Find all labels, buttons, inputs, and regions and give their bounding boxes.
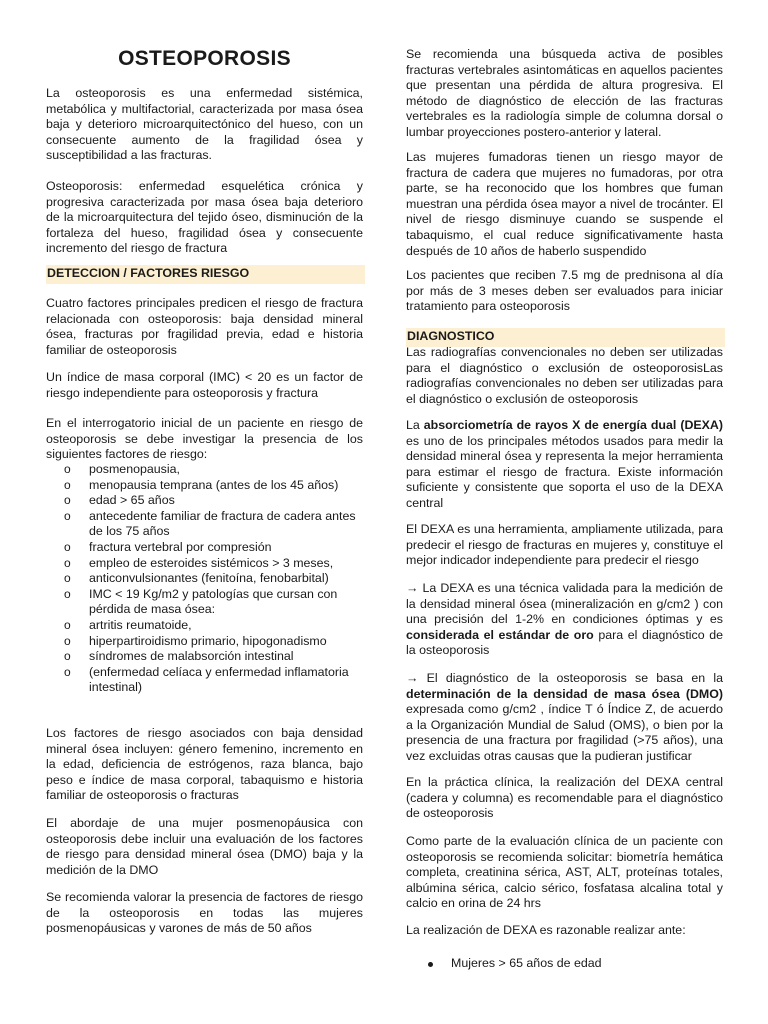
list-item: o artritis reumatoide,: [46, 618, 363, 634]
list-item: o síndromes de malabsorción intestinal: [46, 649, 363, 665]
list-item: o menopausia temprana (antes de los 45 años): [46, 478, 363, 494]
page-title: OSTEOPOROSIS: [118, 47, 291, 70]
clinical-practice-paragraph: En la práctica clínica, la realización del DEXA central (cadera y columna) es recomendable para el diagnóstico de osteoporosis: [406, 775, 723, 821]
prednisone-paragraph: Los pacientes que reciben 7.5 mg de prednisona al día por más de 3 meses deben ser evaluados para iniciar tratamiento para osteoporosis: [406, 268, 723, 314]
definition-paragraph: La osteoporosis es una enfermedad sistémica, metabólica y multifactorial, caracterizada por masa ósea baja y deterioro microarquitectónico del hueso, con un consecuente aumento de la fragilidad ósea y susceptibilidad a las fracturas.: [46, 86, 363, 163]
section-header-deteccion: DETECCION / FACTORES RIESGO: [46, 265, 365, 284]
vertebral-paragraph: Se recomienda una búsqueda activa de posibles fracturas vertebrales asintomáticas en aquellos pacientes que presentan una pérdida de altura progresiva. El método de diagnóstico de elección de las fracturas vertebrales es la radiología simple de columna dorsal o lumbar proyecciones postero-anterior y lateral.: [406, 47, 723, 139]
smoking-paragraph: Las mujeres fumadoras tienen un riesgo mayor de fractura de cadera que mujeres no fumadoras, por otra parte, se ha reconocido que los hombres que fuman muestran una pérdida ósea mayor a nivel de trocánter. El nivel de riesgo disminuye cuando se suspende el tabaquismo, el cual reduce significativamente hasta después de 10 años de haberlo suspendido: [406, 150, 723, 258]
dexa-indications-paragraph: La realización de DEXA es razonable realizar ante:: [406, 923, 686, 937]
risk-paragraph-5: El abordaje de una mujer posmenopáusica con osteoporosis debe incluir una evaluación de los factores de riesgo para densidad mineral ósea (DMO) baja y la medición de la DMO: [46, 816, 363, 877]
list-item: o (enfermedad celíaca y enfermedad inflamatoria intestinal): [46, 665, 363, 696]
dexa-validated-paragraph: → La DEXA es una técnica validada para la medición de la densidad mineral ósea (mineralización en g/cm2 ) con una precisión del 1-2% en condiciones óptimas y es considerada el estándar de oro para el diagnóstico de la osteoporosis: [406, 581, 724, 658]
list-item: o antecedente familiar de fractura de cadera antes de los 75 años: [46, 509, 363, 540]
list-item: o posmenopausia,: [46, 462, 363, 478]
list-item: o fractura vertebral por compresión: [46, 540, 363, 556]
risk-paragraph-3: En el interrogatorio inicial de un paciente en riesgo de osteoporosis se debe investigar la presencia de los siguientes factores de riesgo:: [46, 416, 363, 462]
list-item: o edad > 65 años: [46, 493, 363, 509]
list-item: Mujeres > 65 años de edad: [406, 956, 723, 972]
risk-paragraph-1: Cuatro factores principales predicen el riesgo de fractura relacionada con osteoporosis: baja densidad mineral ósea, fracturas por fragilidad previa, edad e historia familiar de osteoporosis: [46, 296, 363, 357]
dmo-diagnosis-paragraph: → El diagnóstico de la osteoporosis se basa en la determinación de la densidad de masa ósea (DMO) expresada como g/cm2 , índice T ó Índice Z, de acuerdo a la Organización Mundial de Salud (OMS), o bien por la presencia de una fractura por fragilidad (>75 años), una vez excluidas otras causas que la pudieran justificar: [406, 671, 723, 763]
risk-paragraph-6: Se recomienda valorar la presencia de factores de riesgo de la osteoporosis en todas las mujeres posmenopáusicas y varones de más de 50 años: [46, 890, 363, 936]
list-item: o IMC < 19 Kg/m2 y patologías que cursan con pérdida de masa ósea:: [46, 587, 363, 618]
radiography-paragraph: Las radiografías convencionales no deben ser utilizadas para el diagnóstico o exclusión de osteoporosisLas radiografías convencionales no deben ser utilizadas para el diagnóstico o exclusión de osteoporosis: [406, 345, 723, 406]
dexa-tool-paragraph: El DEXA es una herramienta, ampliamente utilizada, para predecir el riesgo de fracturas en mujeres y, constituye el mejor indicador independiente para predecir el riesgo: [406, 522, 723, 568]
dexa-paragraph: La absorciometría de rayos X de energía dual (DEXA) es uno de los principales métodos usados para medir la densidad mineral ósea y representa la mejor herramienta para estimar el riesgo de fractura. Existe información suficiente y consistente que soporta el uso de la DEXA central: [406, 418, 723, 510]
list-item: o hiperpartiroidismo primario, hipogonadismo: [46, 634, 363, 650]
section-header-diagnostico: DIAGNOSTICO: [406, 328, 725, 347]
risk-factor-list: [46, 462, 363, 696]
list-item: o anticonvulsionantes (fenitoína, fenobarbital): [46, 571, 363, 587]
risk-paragraph-4: Los factores de riesgo asociados con baja densidad mineral ósea incluyen: género femenino, incremento en la edad, deficiencia de estrógenos, raza blanca, bajo peso e índice de masa corporal, tabaquismo e historia familiar de osteoporosis o fracturas: [46, 726, 363, 803]
list-item: o empleo de esteroides sistémicos > 3 meses,: [46, 556, 363, 572]
lab-tests-paragraph: Como parte de la evaluación clínica de un paciente con osteoporosis se recomienda solicitar: biometría hemática completa, creatinina sérica, AST, ALT, proteínas totales, albúmina sérica, calcio sérico, fosfatasa alcalina total y calcio en orina de 24 hrs: [406, 834, 723, 911]
definition-paragraph-2: Osteoporosis: enfermedad esquelética crónica y progresiva caracterizada por masa ósea baja deterioro de la microarquitectura del tejido óseo, disminución de la fortaleza del hueso, fragilidad ósea y consecuente incremento del riesgo de fractura: [46, 179, 363, 256]
dexa-indication-list: [406, 956, 723, 972]
risk-paragraph-2: Un índice de masa corporal (IMC) < 20 es un factor de riesgo independiente para osteoporosis y fractura: [46, 370, 363, 400]
